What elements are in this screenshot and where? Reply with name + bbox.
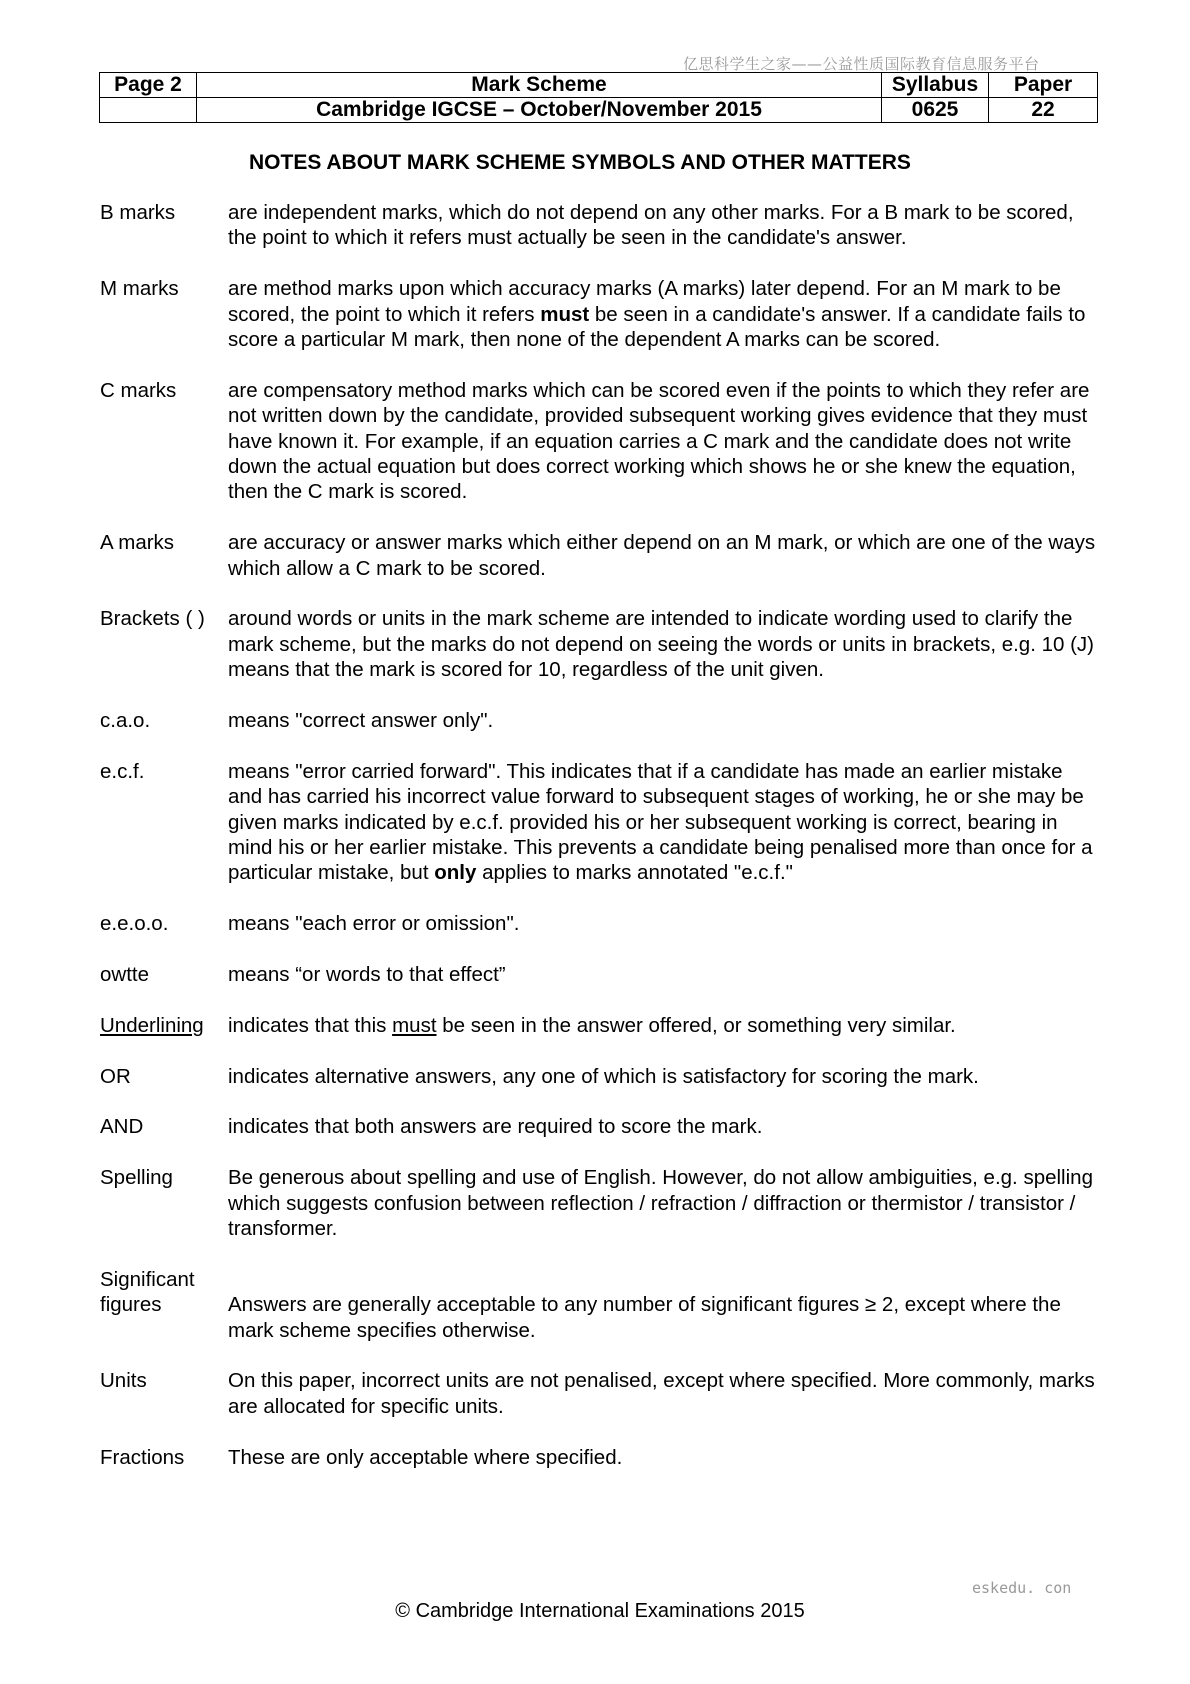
note-text bbox=[228, 1013, 1100, 1038]
note-text bbox=[228, 276, 1100, 352]
note-term-line: Significant bbox=[100, 1267, 195, 1291]
header-mark-scheme: Mark Scheme bbox=[197, 73, 882, 98]
note-text: On this paper, incorrect units are not penalised, except where specified. More commonly, marks are allocated for specific units. bbox=[228, 1369, 1095, 1418]
note-term: M marks bbox=[100, 277, 179, 301]
note-ecf bbox=[100, 759, 1100, 886]
note-term: Fractions bbox=[100, 1445, 185, 1469]
note-term: Brackets ( ) bbox=[100, 607, 205, 631]
note-owtte bbox=[100, 962, 1100, 987]
note-text: around words or units in the mark scheme are intended to indicate wording used to clarify the mark scheme, but the marks do not depend on seeing the words or units in brackets, e.g. 10 (J) means that the mark is scored for 10, regardless of the unit given. bbox=[228, 607, 1095, 682]
note-term: e.c.f. bbox=[100, 759, 145, 783]
note-text: means "correct answer only". bbox=[228, 709, 494, 733]
note-term: A marks bbox=[100, 531, 175, 555]
note-or bbox=[100, 1064, 1100, 1089]
note-text-part: are method marks upon which accuracy marks (A marks) later depend. For an M mark to be scored, the point to which it refers bbox=[228, 277, 1061, 326]
header-syllabus-label: Syllabus bbox=[882, 73, 989, 98]
watermark-top: 亿思科学生之家——公益性质国际教育信息服务平台 bbox=[683, 55, 1040, 73]
note-text-part: applies to marks annotated "e.c.f." bbox=[476, 861, 793, 885]
note-text: means "each error or omission". bbox=[228, 912, 520, 936]
header-paper-label: Paper bbox=[989, 73, 1098, 98]
page-title: NOTES ABOUT MARK SCHEME SYMBOLS AND OTHER MATTERS bbox=[249, 151, 911, 174]
header-exam: Cambridge IGCSE – October/November 2015 bbox=[197, 98, 882, 123]
page-footer: © Cambridge International Examinations 2015 bbox=[395, 1600, 805, 1622]
note-term: Spelling bbox=[100, 1166, 173, 1190]
note-text: are independent marks, which do not depend on any other marks. For a B mark to be scored, the point to which it refers must actually be seen in the candidate's answer. bbox=[228, 201, 1074, 250]
note-text-part: indicates that this bbox=[228, 1013, 393, 1037]
note-cao bbox=[100, 708, 1100, 733]
note-text-part: means "error carried forward". This indicates that if a candidate has made an earlier mistake and has carried his incorrect value forward to subsequent stages of working, he or she may be given marks indicated by e.c.f. provided his or her subsequent working is correct, bearing in mind his or her earlier mistake. This prevents a candidate being penalised more than once for a particular mistake, but bbox=[228, 759, 1093, 885]
note-term: c.a.o. bbox=[100, 709, 151, 733]
note-m-marks bbox=[100, 276, 1100, 352]
note-text bbox=[228, 1267, 1100, 1343]
note-spelling bbox=[100, 1165, 1100, 1241]
note-term: C marks bbox=[100, 378, 177, 402]
note-text: Be generous about spelling and use of English. However, do not allow ambiguities, e.g. spelling which suggests confusion between reflection / refraction / diffraction or thermistor / transistor / transformer. bbox=[228, 1166, 1093, 1241]
note-a-marks bbox=[100, 530, 1100, 581]
note-text-part: be seen in the answer offered, or something very similar. bbox=[436, 1013, 956, 1037]
note-term bbox=[100, 1267, 228, 1343]
note-text-part: be seen in a candidate's answer. If a candidate fails to score a particular M mark, then none of the dependent A marks can be scored. bbox=[228, 302, 1086, 352]
note-text-bold: only bbox=[434, 861, 477, 885]
note-text: means “or words to that effect” bbox=[228, 963, 506, 987]
note-text bbox=[228, 759, 1100, 886]
header-syllabus: 0625 bbox=[882, 98, 989, 123]
note-fractions bbox=[100, 1445, 1100, 1470]
note-text-spacer bbox=[228, 1267, 1100, 1292]
note-significant-figures bbox=[100, 1267, 1100, 1343]
note-term-line: figures bbox=[100, 1293, 162, 1317]
note-term: B marks bbox=[100, 201, 176, 224]
watermark-bottom: eskedu. con bbox=[972, 1579, 1072, 1597]
note-text: These are only acceptable where specified. bbox=[228, 1445, 623, 1469]
note-term: OR bbox=[100, 1064, 131, 1088]
note-text-body: Answers are generally acceptable to any number of significant figures ≥ 2, except where the mark scheme specifies otherwise. bbox=[228, 1293, 1061, 1342]
note-term: Underlining bbox=[100, 1013, 204, 1037]
note-eeoo bbox=[100, 911, 1100, 936]
note-text-bold: must bbox=[540, 302, 590, 326]
note-b-marks bbox=[100, 200, 1100, 251]
note-term: e.e.o.o. bbox=[100, 912, 169, 936]
note-text-underlined: must bbox=[392, 1013, 437, 1037]
note-text: are compensatory method marks which can be scored even if the points to which they refer are not written down by the candidate, provided subsequent working gives evidence that they must have known it. For example, if an equation carries a C mark and the candidate does not write down the actual equation but does correct working which shows he or she knew the equation, then the C mark is scored. bbox=[228, 378, 1090, 504]
header-page: Page 2 bbox=[100, 73, 197, 98]
note-and bbox=[100, 1114, 1100, 1139]
note-term: Units bbox=[100, 1369, 147, 1393]
note-units bbox=[100, 1368, 1100, 1419]
note-underlining bbox=[100, 1013, 1100, 1038]
note-term: AND bbox=[100, 1115, 144, 1139]
note-text: are accuracy or answer marks which either depend on an M mark, or which are one of the ways which allow a C mark to be scored. bbox=[228, 531, 1096, 580]
note-brackets bbox=[100, 606, 1100, 682]
header-table bbox=[99, 72, 1098, 123]
header-paper: 22 bbox=[989, 98, 1098, 123]
note-term: owtte bbox=[100, 963, 149, 987]
header-empty-cell bbox=[100, 98, 197, 123]
notes-list bbox=[100, 200, 1100, 1495]
note-c-marks bbox=[100, 378, 1100, 505]
note-text: indicates that both answers are required to score the mark. bbox=[228, 1115, 763, 1139]
note-text: indicates alternative answers, any one of which is satisfactory for scoring the mark. bbox=[228, 1064, 979, 1088]
